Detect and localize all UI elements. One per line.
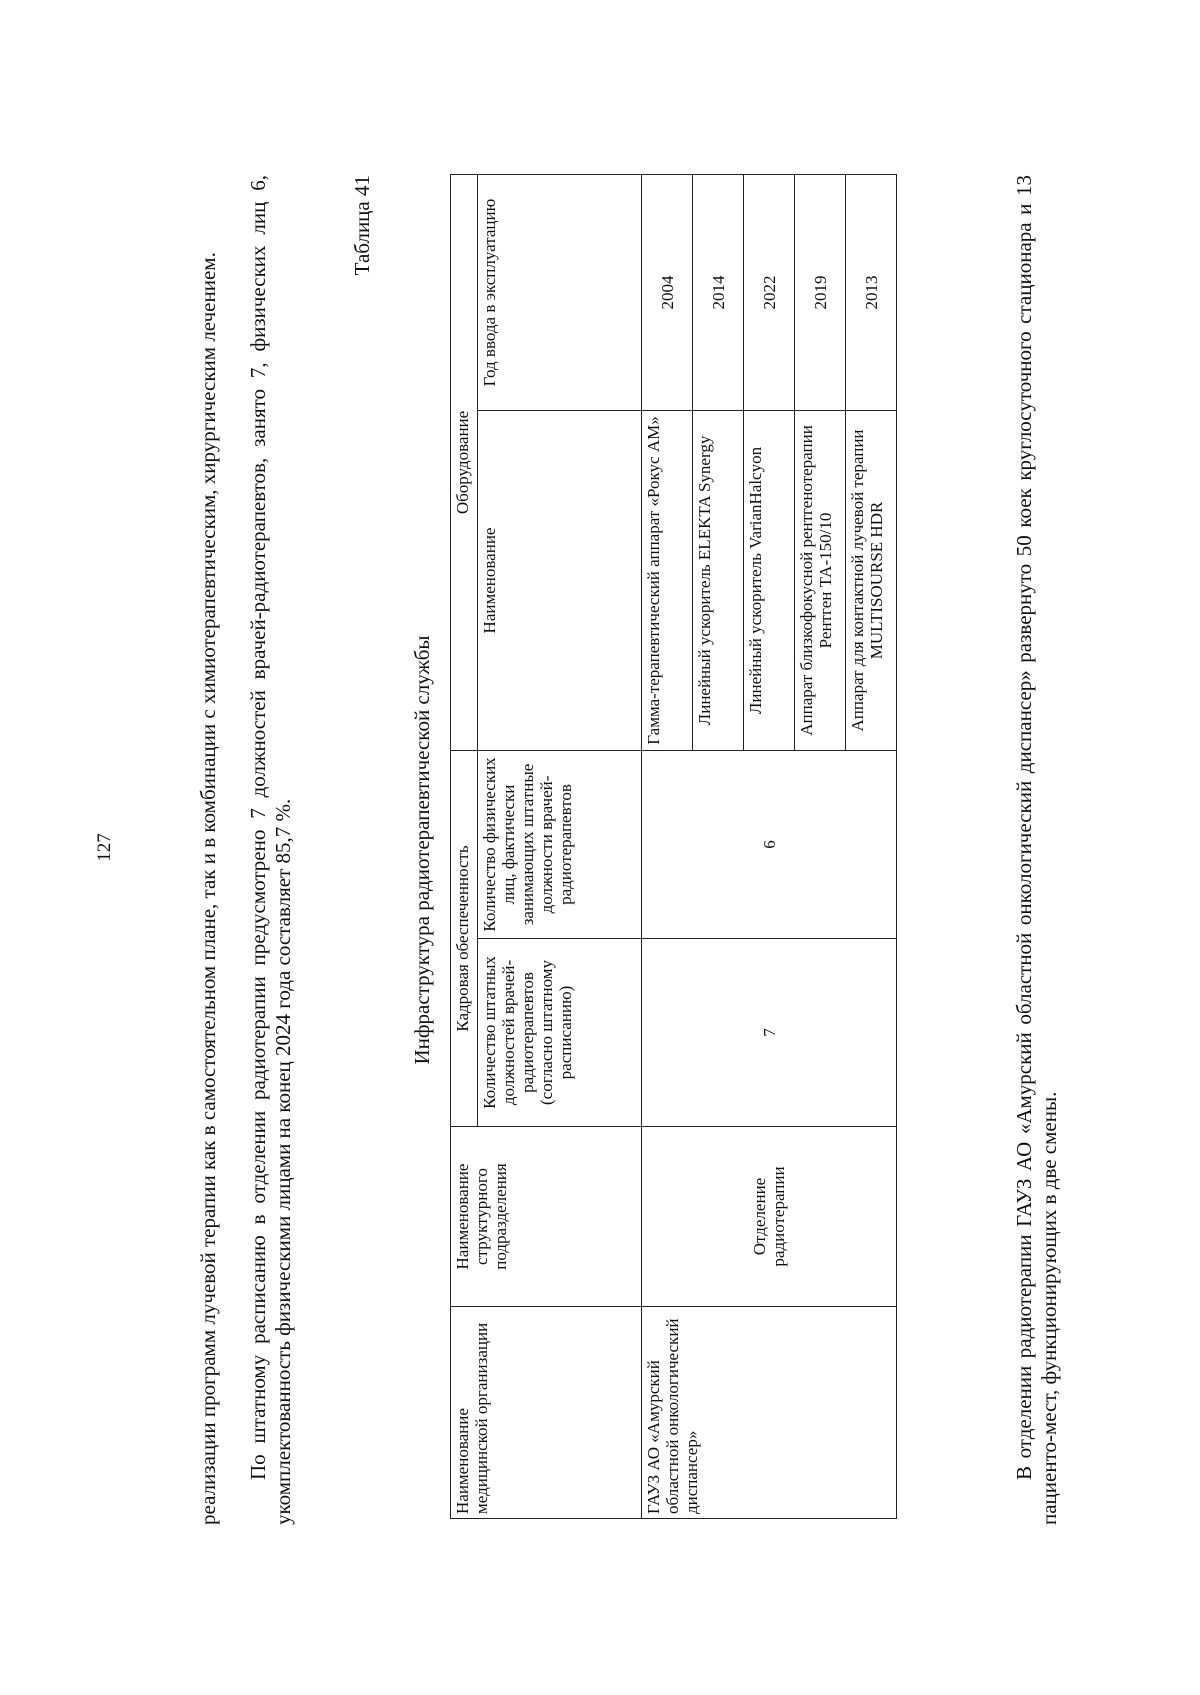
header-staff-positions: Количество штатных должностей врачей-радиотерапевтов (согласно штатному расписанию) bbox=[478, 939, 642, 1127]
cell-org-name: ГАУЗ АО «Амурский областной онкологический диспансер» bbox=[642, 1307, 897, 1519]
cell-equipment-name: Линейный ускоритель VarianHalcyon bbox=[744, 410, 795, 750]
cell-staff-positions: 7 bbox=[642, 939, 897, 1127]
header-equipment-year: Год ввода в эксплуатацию bbox=[478, 174, 642, 410]
cell-staff-persons: 6 bbox=[642, 750, 897, 938]
cell-equipment-year: 2004 bbox=[642, 174, 693, 410]
header-equipment-name: Наименование bbox=[478, 410, 642, 750]
header-staff-group: Кадровая обеспеченность bbox=[451, 750, 478, 1126]
cell-equipment-year: 2019 bbox=[795, 174, 846, 410]
cell-equipment-name: Гамма-терапевтический аппарат «Рокус АМ» bbox=[642, 410, 693, 750]
table-title: Инфраструктура радиотерапевтической службы bbox=[410, 635, 434, 1065]
infrastructure-table bbox=[450, 174, 897, 1519]
cell-unit-name: Отделение радиотерапии bbox=[642, 1127, 897, 1307]
paragraph-staffing: По штатному расписанию в отделении радиотерапии предусмотрено 7 должностей врачей-радиотерапевтов, занято 7, физических лиц 6, укомплектованность физическими лицами на конец 2024 года составляет 85,7 %. bbox=[246, 175, 295, 1525]
cell-equipment-name: Аппарат близкофокусной рентгенотерапии Рентген ТА-150/10 bbox=[795, 410, 846, 750]
header-equipment-group: Оборудование bbox=[451, 174, 478, 750]
header-org: Наименование медицинской организации bbox=[451, 1307, 642, 1519]
cell-equipment-name: Аппарат для контактной лучевой терапии MULTISOURSE HDR bbox=[846, 410, 897, 750]
paragraph-beds: В отделении радиотерапии ГАУЗ АО «Амурский областной онкологический диспансер» развернуто 50 коек круглосуточного стационара и 13 пациенто-мест, функционирующих в две смены. bbox=[1012, 175, 1061, 1525]
page-number: 127 bbox=[94, 833, 115, 862]
cell-equipment-year: 2022 bbox=[744, 174, 795, 410]
paragraph-therapy-programs: реализации программ лучевой терапии как в самостоятельном плане, так и в комбинации с химиотерапевтическим, хирургическим лечением. bbox=[196, 252, 220, 1525]
header-staff-persons: Количество физических лиц, фактически занимающих штатные должности врачей-радиотерапевтов bbox=[478, 750, 642, 938]
cell-equipment-name: Линейный ускоритель ELEKTA Synergy bbox=[693, 410, 744, 750]
table-row bbox=[642, 174, 693, 1518]
table-number-label: Таблица 41 bbox=[350, 175, 374, 276]
header-unit: Наименование структурного подразделения bbox=[451, 1127, 642, 1307]
header-row-1 bbox=[451, 174, 478, 1518]
cell-equipment-year: 2013 bbox=[846, 174, 897, 410]
cell-equipment-year: 2014 bbox=[693, 174, 744, 410]
